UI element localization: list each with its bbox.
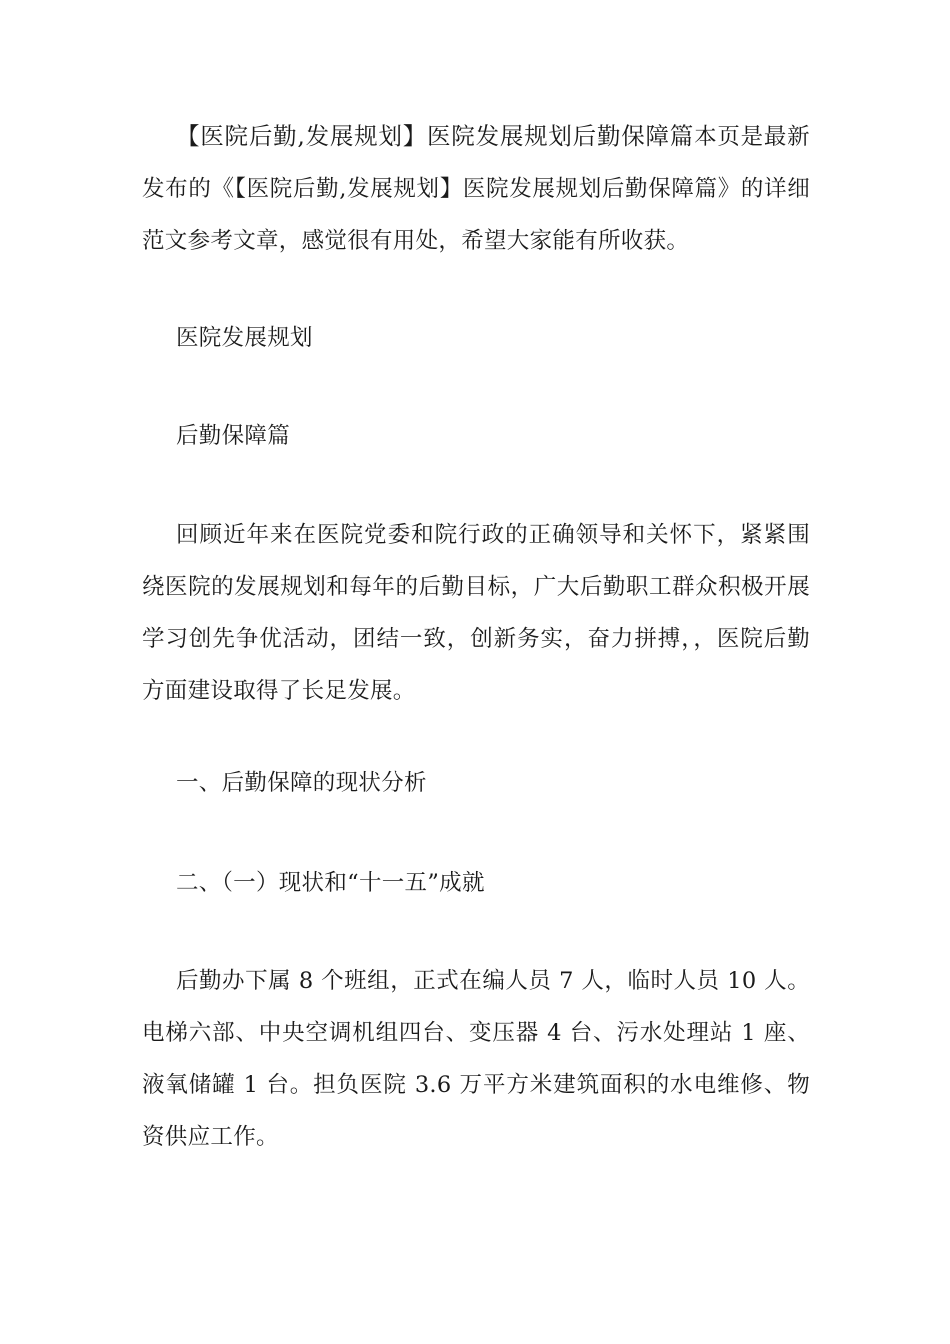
review-paragraph: 回顾近年来在医院党委和院行政的正确领导和关怀下，紧紧围绕医院的发展规划和每年的后勤目标，广大后勤职工群众积极开展学习创先争优活动，团结一致，创新务实，奋力拼搏，，医院后勤方面建设取得了长足发展。 — [142, 522, 810, 704]
intro-text: 本页是最新发布的《【医院后勤,发展规划】医院发展规划后勤保障篇》的详细范文参考文章，感觉很有用处，希望大家能有所收获。 — [142, 124, 810, 254]
intro-title: 【医院后勤,发展规划】医院发展规划后勤保障篇 — [176, 122, 695, 150]
heading-logistics: 后勤保障篇 — [176, 423, 291, 449]
intro-paragraph — [142, 110, 810, 267]
section-one-heading: 一、后勤保障的现状分析 — [176, 770, 427, 796]
status-paragraph: 后勤办下属 8 个班组，正式在编人员 7 人，临时人员 10 人。电梯六部、中央空调机组四台、变压器 4 台、污水处理站 1 座、液氧储罐 1 台。担负医院 3.6 万平方米建筑面积的水电维修、物资供应工作。 — [142, 968, 810, 1150]
heading-plan: 医院发展规划 — [176, 325, 313, 351]
section-two-heading: 二、（一）现状和“十一五”成就 — [176, 870, 485, 896]
